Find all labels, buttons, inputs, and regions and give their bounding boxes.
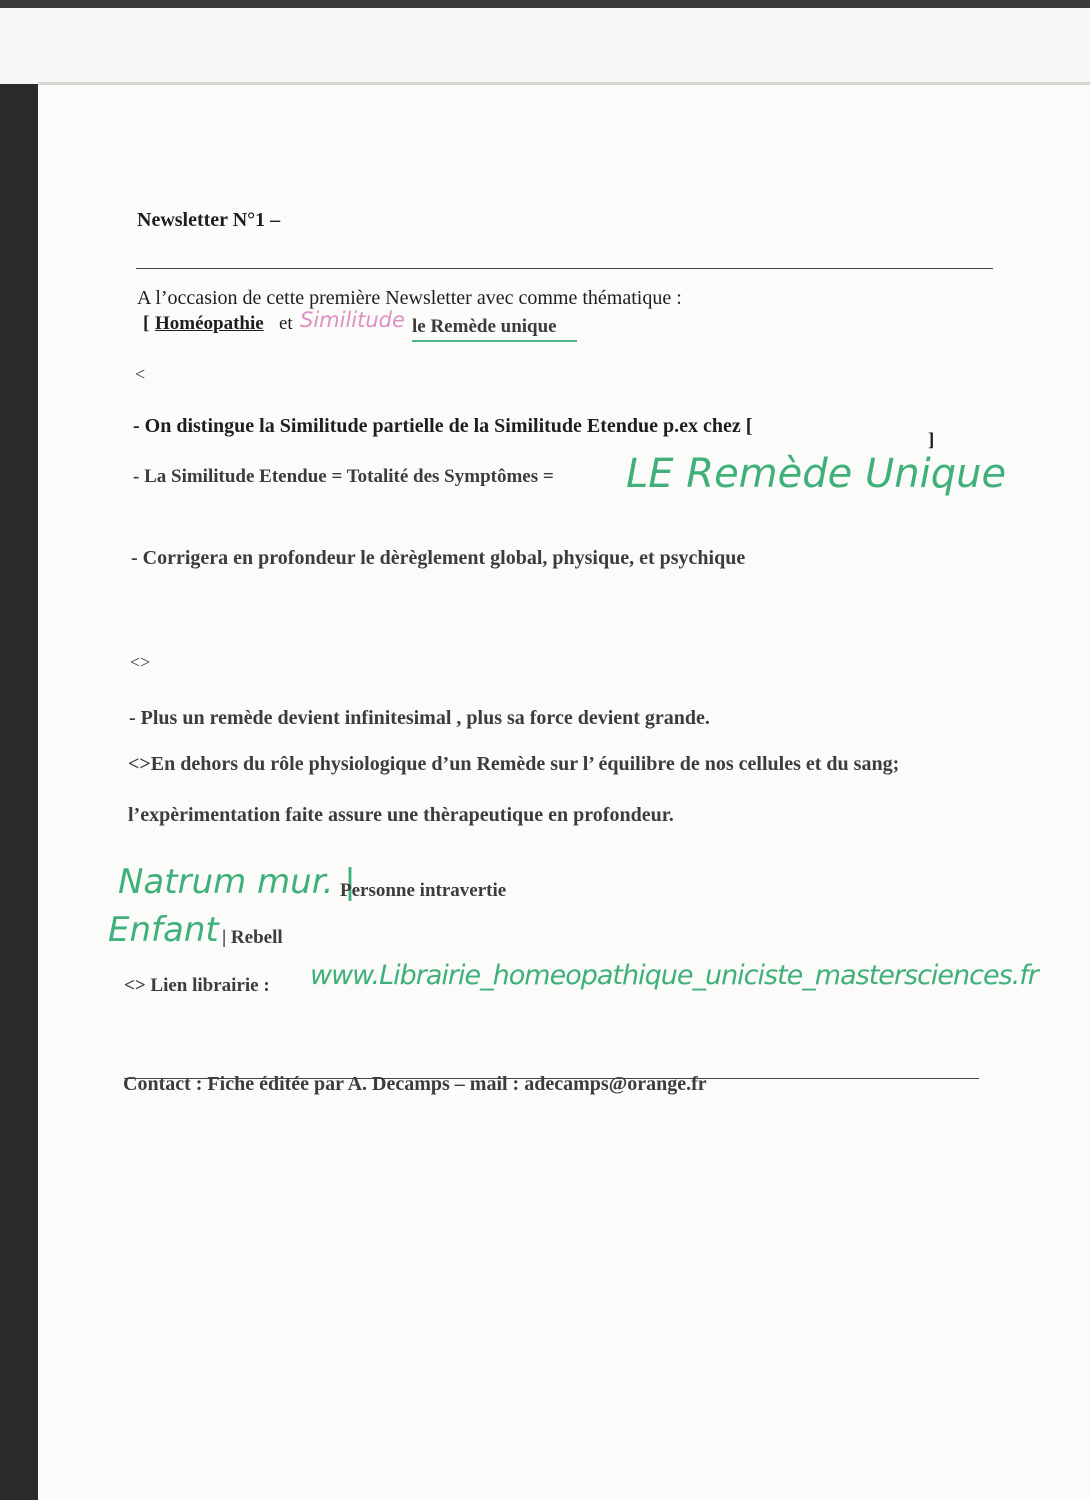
contact-line: Contact : Fiche éditée par A. Decamps – mail : adecamps@orange.fr: [123, 1073, 707, 1095]
enfant-handwriting: Enfant: [108, 910, 219, 950]
bracket-close: ]: [928, 430, 935, 451]
remede-unique-label: le Remède unique: [412, 316, 557, 337]
plus-line: - Plus un remède devient infinitesimal , plus sa force devient grande.: [129, 707, 710, 729]
paper-fold-edge: [38, 82, 1090, 85]
similitude-handwriting: Similitude: [300, 308, 405, 332]
et-label: et: [279, 313, 293, 334]
lien-handwriting: www.Librairie_homeopathique_uniciste_mastersciences.fr: [310, 960, 1038, 991]
natrum-handwriting: Natrum mur. |: [118, 862, 356, 902]
corrigera-line: - Corrigera en profondeur le dèrèglement global, physique, et psychique: [131, 547, 746, 569]
lien-label: <> Lien librairie :: [124, 975, 270, 996]
header-divider: [136, 268, 993, 269]
newsletter-title: Newsletter N°1 –: [137, 209, 281, 231]
natrum-description: Personne intravertie: [340, 880, 507, 901]
etendue-line: - La Similitude Etendue = Totalité des Symptômes =: [133, 466, 554, 487]
scan-top-edge: [0, 0, 1090, 84]
dehors-line: <>En dehors du rôle physiologique d’un Remède sur l’ équilibre de nos cellules et du sang;: [128, 753, 900, 775]
intro-line: A l’occasion de cette première Newsletter avec comme thématique :: [137, 287, 682, 309]
diamond-symbol: <>: [130, 652, 151, 672]
distingue-line: - On distingue la Similitude partielle de la Similitude Etendue p.ex chez [: [133, 415, 753, 437]
enfant-description: | Rebell: [222, 927, 283, 948]
lt-symbol: <: [135, 364, 146, 384]
homeopathie-label: Homéopathie: [155, 313, 264, 334]
bracket-open: [: [143, 313, 150, 334]
remede-unique-underline: [412, 340, 577, 342]
remede-unique-handwriting: LE Remède Unique: [626, 451, 1007, 497]
experimentation-line: l’expèrimentation faite assure une thèrapeutique en profondeur.: [128, 804, 674, 826]
